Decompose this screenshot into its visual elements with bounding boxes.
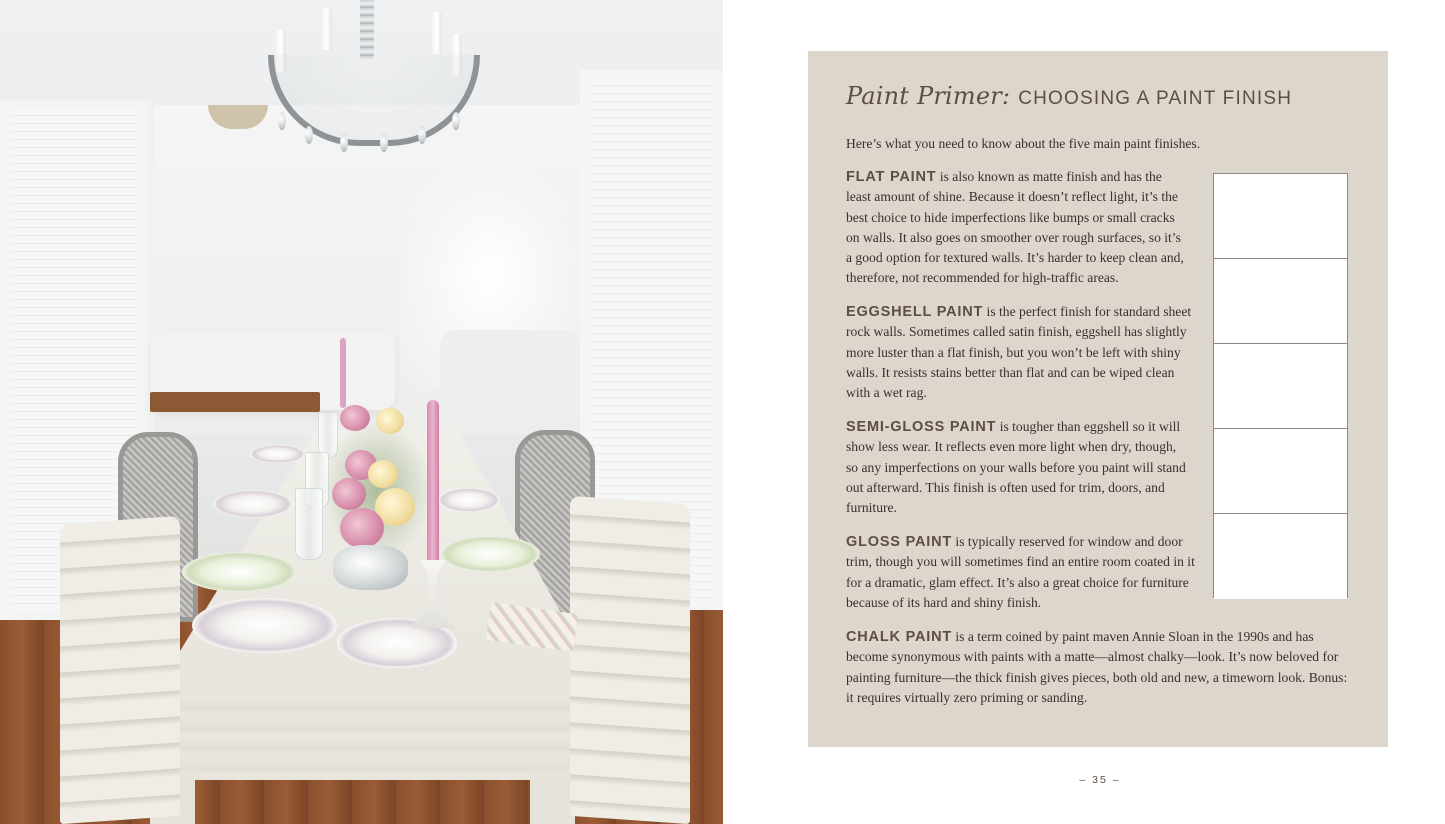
rose (340, 405, 370, 431)
finish-term: FLAT PAINT (846, 169, 937, 185)
rose (368, 460, 398, 488)
swatch-flat (1214, 174, 1347, 259)
white-armchair (440, 330, 580, 425)
finish-term: EGGSHELL PAINT (846, 304, 984, 320)
swatch-semi-gloss (1214, 344, 1347, 429)
rose (332, 478, 366, 510)
dining-table-apron (135, 695, 615, 780)
taper-candle (340, 338, 346, 408)
crystal-drop (418, 126, 426, 144)
plate (182, 552, 297, 592)
finish-description: is tougher than eggshell so it will show less wear. It reflects even more light when dry, though, so any imperfections on your walls before you paint will stand out afterward. This finish is often used for trim, doors, and furniture. (846, 419, 1186, 516)
finish-eggshell-paint (846, 302, 1192, 403)
plate-stack (192, 598, 337, 653)
plate (440, 536, 540, 572)
finish-chalk-paint (846, 627, 1350, 708)
pink-taper-candle (427, 400, 439, 565)
swatch-eggshell (1214, 259, 1347, 344)
plate (213, 490, 293, 518)
finish-description: is a term coined by paint maven Annie Sloan in the 1990s and has become synonymous with paints with a matte—almost chalky—look. It’s now beloved for painting furniture—the thick finish gives pieces, both old and new, a timeworn look. Bonus: it requires virtually zero priming or sanding. (846, 629, 1348, 705)
finish-description: is also known as matte finish and has the least amount of shine. Because it doesn’t reflect light, it’s the best choice to hide imperfections like bumps or small cracks on walls. It also goes on smoother over rough surfaces, so it’s a good option for textured walls. It’s harder to keep clean and, therefore, not recommended for high-traffic areas. (846, 169, 1184, 286)
finish-semi-gloss-paint (846, 417, 1188, 518)
intro-text: Here’s what you need to know about the five main paint finishes. (846, 136, 1201, 151)
finish-term: SEMI-GLOSS PAINT (846, 419, 997, 435)
paint-swatch-column (1213, 173, 1348, 598)
chandelier-candle (322, 8, 332, 50)
ladderback-chair-right (570, 496, 690, 824)
finish-flat-paint (846, 167, 1188, 289)
finish-description: is typically reserved for window and door trim, though you will sometimes find an entire room coated in it for a dramatic, glam effect. It’s also a great choice for furniture because of its hard and shiny finish. (846, 534, 1195, 610)
ladderback-chair-left (60, 516, 180, 824)
rose (340, 508, 384, 548)
crystal-drop (305, 126, 313, 144)
chandelier-candle (432, 12, 442, 54)
crystal-drop (278, 112, 286, 130)
finish-term: GLOSS PAINT (846, 534, 953, 550)
heading-script: Paint Primer: (846, 82, 1011, 110)
crystal-drop (340, 134, 348, 152)
finish-gloss-paint (846, 532, 1196, 613)
rose (376, 408, 404, 434)
swatch-gloss (1214, 429, 1347, 514)
finish-description: is the perfect finish for standard sheet rock walls. Sometimes called satin finish, eggshell has slightly more luster than a flat finish, but you won’t be left with shiny walls. It resists stains better than flat and can be wiped clean with a wet rag. (846, 304, 1192, 401)
chandelier-chain (360, 0, 374, 60)
plate (250, 445, 305, 463)
sidebar-heading (846, 82, 1366, 122)
table-leg (530, 770, 575, 824)
crystal-drop (380, 134, 388, 152)
page-number: – 35 – (1079, 774, 1121, 786)
crystal-drop (452, 112, 460, 130)
finish-term: CHALK PAINT (846, 629, 952, 645)
coffee-table (150, 392, 320, 412)
heading-title: CHOOSING A PAINT FINISH (1018, 88, 1293, 109)
glass-vase (333, 545, 408, 590)
plate (438, 488, 500, 512)
swatch-chalk (1214, 514, 1347, 599)
wine-glass (295, 488, 323, 560)
